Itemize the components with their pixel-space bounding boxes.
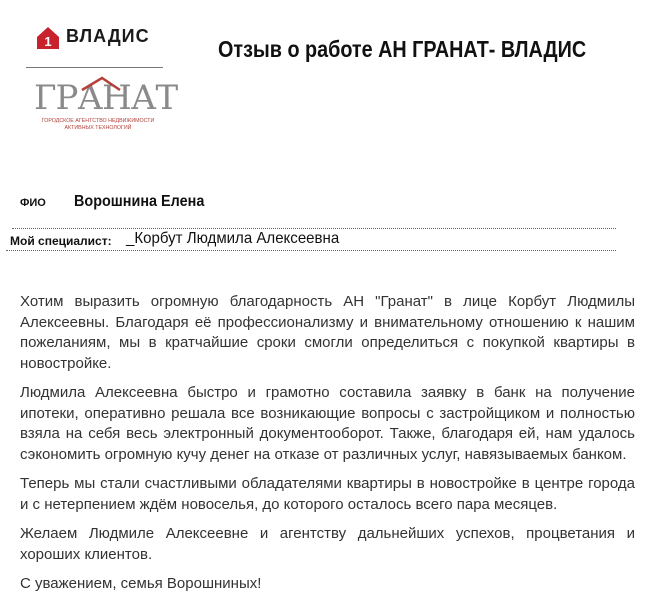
- review-paragraph: Желаем Людмиле Алексеевне и агентству дальнейших успехов, процветания и хороших клиентов.: [20, 525, 635, 563]
- fio-label: ФИО: [20, 197, 46, 209]
- specialist-value: _Корбут Людмила Алексеевна: [126, 230, 340, 247]
- specialist-underline: [6, 250, 616, 251]
- review-body: [20, 292, 635, 604]
- granat-logo-text: ГРАНАТ: [34, 78, 178, 118]
- vladis-logo: [34, 22, 154, 52]
- logo-divider: [26, 67, 163, 68]
- page-title: Отзыв о работе АН ГРАНАТ- ВЛАДИС: [218, 36, 587, 62]
- house-icon: [36, 26, 60, 50]
- fio-underline: [12, 228, 616, 229]
- fio-value: Ворошнина Елена: [74, 193, 205, 210]
- review-paragraph: Теперь мы стали счастливыми обладателями квартиры в новостройке в центре города и с нетерпением ждём новоселья, до которого осталось всего пара месяцев.: [20, 475, 635, 513]
- review-paragraph: Людмила Алексеевна быстро и грамотно составила заявку в банк на получение ипотеки, оперативно решала все возникающие вопросы с застройщиком и полностью взяла на себя весь электронный документооборот. Также, благодаря ей, нам удалось сэкономить огромную кучу денег на отказе от различных услуг, навязываемых банком.: [20, 384, 635, 463]
- vladis-logo-text: ВЛАДИС: [66, 26, 150, 46]
- granat-tagline: ГОРОДСКОЕ АГЕНТСТВО НЕДВИЖИМОСТИ АКТИВНЫХ ТЕХНОЛОГИЙ: [41, 118, 155, 131]
- review-paragraph: Хотим выразить огромную благодарность АН "Гранат" в лице Корбут Людмилы Алексеевны. Благодаря её профессионализму и внимательному отношению к нашим пожеланиям, мы в кратчайшие сроки смогли определиться с покупкой квартиры в новостройке.: [20, 293, 635, 372]
- svg-text:1: 1: [44, 34, 52, 49]
- signoff: С уважением, семья Ворошниных!: [20, 575, 262, 592]
- roof-icon: [28, 76, 163, 116]
- granat-logo: [30, 78, 178, 148]
- specialist-label: Мой специалист:: [10, 234, 112, 248]
